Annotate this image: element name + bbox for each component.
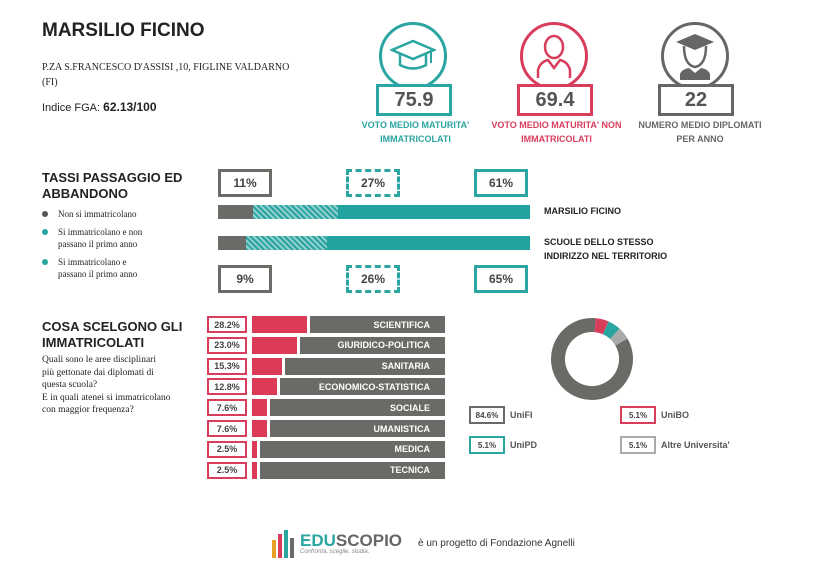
territory-passage-bar — [218, 236, 530, 250]
passaggio-legend — [42, 208, 202, 280]
area-bar — [252, 462, 257, 479]
area-row — [207, 316, 445, 333]
scelte-question: Quali sono le aree disciplinari più gettonate dai diplomati di questa scuola? E in quali atenei si immatricolano con maggior frequenza? — [42, 355, 171, 415]
area-pct: 23.0% — [207, 337, 247, 354]
kpi-label-immatricolati: VOTO MEDIO MATURITA' IMMATRICOLATI — [361, 120, 470, 144]
area-label: ECONOMICO-STATISTICA — [280, 378, 445, 395]
uni-pct: 5.1% — [620, 406, 656, 424]
area-pct: 15.3% — [207, 358, 247, 375]
legend-enrolled-pass: Si immatricolano e passano il primo anno — [42, 256, 202, 280]
legend-not-enrolled: Non si immatricolano — [42, 208, 202, 220]
uni-legend-item — [469, 436, 537, 454]
bar-segment-enrolled-pass — [327, 236, 530, 250]
kpi-label-non-immatricolati: VOTO MEDIO MATURITA' NON IMMATRICOLATI — [491, 120, 622, 144]
school-pct-not-enrolled: 11% — [218, 169, 272, 197]
kpi-value-diplomati: 22 — [658, 84, 734, 116]
uni-pct: 5.1% — [469, 436, 505, 454]
uni-name: UniPD — [510, 440, 537, 450]
area-label: SOCIALE — [270, 399, 445, 416]
uni-name: Altre Universita' — [661, 440, 730, 450]
uni-legend-item — [469, 406, 533, 424]
area-pct: 7.6% — [207, 420, 247, 437]
area-row — [207, 378, 445, 395]
uni-name: UniFI — [510, 410, 533, 420]
area-bar — [252, 337, 297, 354]
school-bar-label: MARSILIO FICINO — [544, 206, 621, 216]
territory-pct-enrolled-pass: 65% — [474, 265, 528, 293]
area-bar — [252, 420, 267, 437]
area-pct: 12.8% — [207, 378, 247, 395]
fga-value: 62.13/100 — [103, 100, 157, 114]
school-address: P.ZA S.FRANCESCO D'ASSISI ,10, FIGLINE VALDARNO (FI) — [42, 62, 290, 88]
territory-pct-not-enrolled: 9% — [218, 265, 272, 293]
bar-segment-enrolled-fail — [253, 205, 338, 219]
eduscopio-tagline: Confronta, sceglie, studia. — [300, 548, 370, 555]
area-bar — [252, 441, 257, 458]
area-row — [207, 462, 445, 479]
area-row — [207, 337, 445, 354]
kpi-label-diplomati: NUMERO MEDIO DIPLOMATI PER ANNO — [638, 120, 762, 144]
bar-segment-not-enrolled — [218, 236, 246, 250]
area-bar — [252, 399, 267, 416]
person-icon — [520, 22, 588, 90]
uni-pct: 84.6% — [469, 406, 505, 424]
area-label: GIURIDICO-POLITICA — [300, 337, 445, 354]
passaggio-title: TASSI PASSAGGIO ED ABBANDONO — [42, 170, 183, 201]
area-bar — [252, 358, 282, 375]
kpi-diplomati — [661, 22, 729, 90]
uni-legend-item — [620, 406, 689, 424]
kpi-immatricolati — [379, 22, 447, 90]
school-passage-bar — [218, 205, 530, 219]
footer-text: è un progetto di Fondazione Agnelli — [418, 537, 575, 549]
area-bar — [252, 316, 307, 333]
area-row — [207, 358, 445, 375]
area-label: MEDICA — [260, 441, 445, 458]
uni-name: UniBO — [661, 410, 689, 420]
kpi-value-immatricolati: 75.9 — [376, 84, 452, 116]
area-label: TECNICA — [260, 462, 445, 479]
school-name: MARSILIO FICINO — [42, 20, 205, 41]
area-pct: 28.2% — [207, 316, 247, 333]
scelte-title: COSA SCELGONO GLI IMMATRICOLATI — [42, 319, 183, 350]
bar-segment-enrolled-fail — [246, 236, 327, 250]
fga-label: Indice FGA: — [42, 102, 101, 114]
uni-pct: 5.1% — [620, 436, 656, 454]
area-label: SCIENTIFICA — [310, 316, 445, 333]
fga-index — [42, 100, 157, 114]
school-pct-enrolled-fail: 27% — [346, 169, 400, 197]
school-pct-enrolled-pass: 61% — [474, 169, 528, 197]
graduate-person-icon — [661, 22, 729, 90]
area-label: UMANISTICA — [270, 420, 445, 437]
area-label: SANITARIA — [285, 358, 445, 375]
area-row — [207, 441, 445, 458]
area-bar — [252, 378, 277, 395]
eduscopio-logo-icon — [272, 528, 294, 558]
area-pct: 2.5% — [207, 441, 247, 458]
footer — [272, 528, 575, 558]
territory-pct-enrolled-fail: 26% — [346, 265, 400, 293]
bar-segment-not-enrolled — [218, 205, 253, 219]
kpi-value-non-immatricolati: 69.4 — [517, 84, 593, 116]
donut-slice-0 — [548, 315, 636, 403]
territory-bar-label: SCUOLE DELLO STESSO INDIRIZZO NEL TERRITORIO — [544, 237, 668, 261]
university-donut-chart — [548, 315, 636, 403]
area-pct: 7.6% — [207, 399, 247, 416]
area-row — [207, 399, 445, 416]
bar-segment-enrolled-pass — [338, 205, 530, 219]
legend-enrolled-fail: Si immatricolano e non passano il primo anno — [42, 226, 202, 250]
kpi-non-immatricolati — [520, 22, 588, 90]
uni-legend-item — [620, 436, 730, 454]
area-row — [207, 420, 445, 437]
area-pct: 2.5% — [207, 462, 247, 479]
eduscopio-logo: EDUSCOPIO — [300, 530, 403, 550]
graduation-cap-icon — [379, 22, 447, 90]
